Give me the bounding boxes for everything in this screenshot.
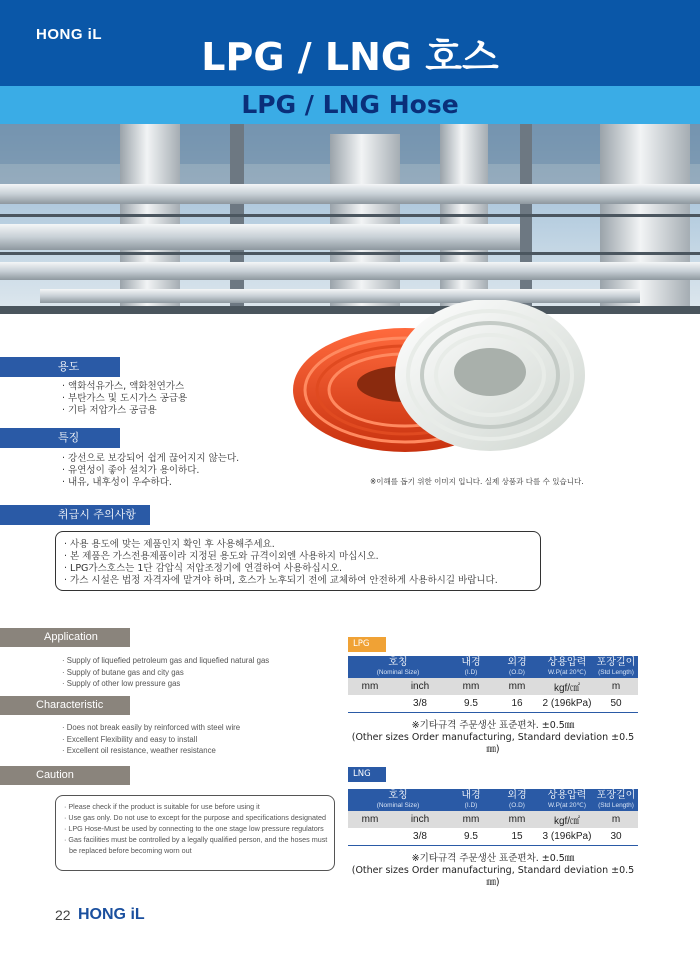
list-item: · 기타 저압가스 공급용 xyxy=(62,405,157,416)
table-cell: inch xyxy=(392,678,448,695)
header-length: 포장길이 (Std Length) xyxy=(594,789,638,811)
list-item: · 가스 시설은 법정 자격자에 맡겨야 하며, 호스가 노후되기 전에 교체하여 안전하게 사용하시길 바랍니다. xyxy=(64,575,498,586)
lpg-spec-table xyxy=(348,656,638,713)
en-caution-heading: Caution xyxy=(0,766,130,785)
usage-list xyxy=(62,381,187,417)
plant-photo xyxy=(0,124,700,314)
table-row xyxy=(348,695,638,712)
kr-caution-box xyxy=(55,531,541,591)
footer-brand-logo: HONG iL xyxy=(78,906,145,923)
list-item: · Excellent Flexibility and easy to install xyxy=(62,734,198,744)
table-cell: 15 xyxy=(494,828,540,845)
list-item: · 내유, 내후성이 우수하다. xyxy=(62,477,172,488)
header-nominal: 호칭 (Nominal Size) xyxy=(348,656,448,678)
header-od: 외경 (O.D) xyxy=(494,656,540,678)
list-item: · 사용 용도에 맞는 제품인지 확인 후 사용해주세요. xyxy=(64,539,275,550)
table-cell: 30 xyxy=(594,828,638,845)
lng-note-ko: ※기타규격 주문생산 표준편차. ±0.5㎜ xyxy=(411,853,575,864)
application-list xyxy=(62,655,269,690)
usage-heading: 용도 xyxy=(0,357,120,377)
header-pressure: 상용압력 W.P(at 20℃) xyxy=(540,656,594,678)
table-cell: mm xyxy=(348,811,392,828)
table-cell xyxy=(348,828,392,845)
table-cell: 16 xyxy=(494,695,540,712)
table-cell: mm xyxy=(448,678,494,695)
lng-tag: LNG xyxy=(348,767,386,782)
header-id: 내경 (I.D) xyxy=(448,789,494,811)
application-heading: Application xyxy=(0,628,130,647)
table-cell: 9.5 xyxy=(448,828,494,845)
header-length: 포장길이 (Std Length) xyxy=(594,656,638,678)
list-item: · Use gas only. Do not use to except for the purpose and specifications designated xyxy=(64,813,326,822)
characteristic-heading: Characteristic xyxy=(0,696,130,715)
table-cell: m xyxy=(594,811,638,828)
table-cell: kgf/㎠ xyxy=(540,678,594,695)
list-item: · 부탄가스 및 도시가스 공급용 xyxy=(62,393,188,404)
table-cell: 2 (196kPa) xyxy=(540,695,594,712)
table-cell: inch xyxy=(392,811,448,828)
kr-caution-heading: 취급시 주의사항 xyxy=(0,505,150,525)
table-cell: kgf/㎠ xyxy=(540,811,594,828)
list-item: · LPG Hose-Must be used by connecting to the one stage low pressure regulators xyxy=(64,824,324,833)
table-cell: 3 (196kPa) xyxy=(540,828,594,845)
table-row xyxy=(348,828,638,845)
header-nominal: 호칭 (Nominal Size) xyxy=(348,789,448,811)
list-item: · 유연성이 좋아 설치가 용이하다. xyxy=(62,465,200,476)
header-id: 내경 (I.D) xyxy=(448,656,494,678)
characteristic-list xyxy=(62,722,240,757)
lpg-note-ko: ※기타규격 주문생산 표준편차. ±0.5㎜ xyxy=(411,720,575,731)
table-cell: mm xyxy=(494,678,540,695)
features-list xyxy=(62,453,239,489)
list-item: · 본 제품은 가스전용제품이라 지정된 용도와 규격이외엔 사용하지 마십시오. xyxy=(64,551,379,562)
page-number: 22 xyxy=(55,907,71,923)
table-cell: 9.5 xyxy=(448,695,494,712)
table-cell: 3/8 xyxy=(392,828,448,845)
list-item: be replaced before becoming worn out xyxy=(69,846,192,855)
en-caution-box xyxy=(55,795,335,871)
brand-logo: HONG iL xyxy=(36,26,102,43)
header-pressure: 상용압력 W.P(at 20℃) xyxy=(540,789,594,811)
features-heading: 특징 xyxy=(0,428,120,448)
table-cell: mm xyxy=(348,678,392,695)
table-cell: 3/8 xyxy=(392,695,448,712)
lng-spec-table xyxy=(348,789,638,846)
list-item: · LPG가스호스는 1단 감압식 저압조정기에 연결하여 사용하십시오. xyxy=(64,563,343,574)
list-item: · Does not break easily by reinforced with steel wire xyxy=(62,723,241,732)
table-cell: m xyxy=(594,678,638,695)
list-item: · Supply of other low pressure gas xyxy=(62,679,181,688)
list-item: · Excellent oil resistance, weather resistance xyxy=(62,746,216,755)
list-item: · Gas facilities must be controlled by a legally qualified person, and the hoses must xyxy=(64,835,328,844)
table-cell xyxy=(348,695,392,712)
list-item: · Please check if the product is suitable for use before using it xyxy=(64,802,260,811)
lpg-note-en: (Other sizes Order manufacturing, Standard deviation ±0.5㎜) xyxy=(351,732,635,755)
list-item: · 액화석유가스, 액화천연가스 xyxy=(62,381,185,392)
table-cell: mm xyxy=(448,811,494,828)
list-item: · 강선으로 보강되어 쉽게 끊어지지 않는다. xyxy=(62,453,240,464)
header-od: 외경 (O.D) xyxy=(494,789,540,811)
page-title-en: LPG / LNG Hose xyxy=(241,90,459,119)
list-item: · Supply of liquefied petroleum gas and liquefied natural gas xyxy=(62,656,270,665)
table-cell: mm xyxy=(494,811,540,828)
table-row xyxy=(348,811,638,828)
lng-note-en: (Other sizes Order manufacturing, Standard deviation ±0.5㎜) xyxy=(351,865,635,888)
table-row xyxy=(348,678,638,695)
list-item: · Supply of butane gas and city gas xyxy=(62,667,184,677)
table-cell: 50 xyxy=(594,695,638,712)
lpg-tag: LPG xyxy=(348,637,386,652)
hose-coils-image xyxy=(285,300,585,475)
photo-note: ※이해를 돕기 위한 이미지 입니다. 실제 상품과 다를 수 있습니다. xyxy=(370,477,584,486)
page-title-ko: LPG / LNG 호스 xyxy=(201,35,499,79)
